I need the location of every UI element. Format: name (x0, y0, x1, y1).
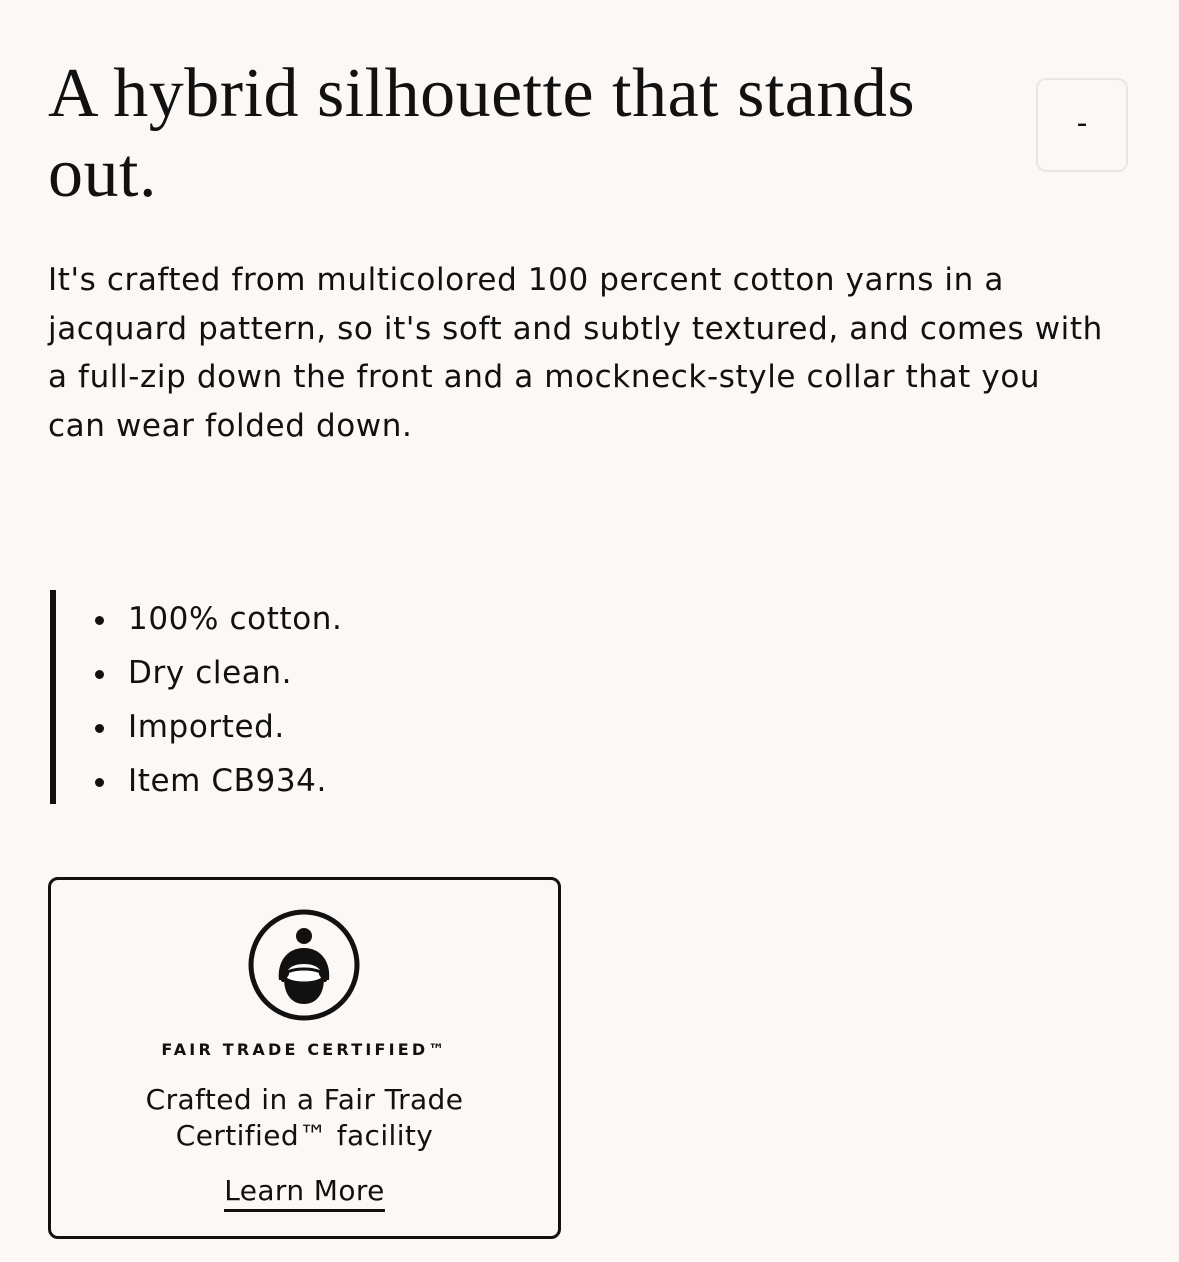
learn-more-container (51, 1174, 558, 1208)
spec-item (94, 646, 342, 700)
spec-item (94, 754, 342, 808)
bullet-icon (95, 778, 104, 787)
bullet-icon (95, 724, 104, 733)
collapse-button[interactable] (1036, 78, 1128, 172)
specs-list (56, 592, 342, 808)
spec-item (94, 700, 342, 754)
spec-text: 100% cotton. (128, 601, 343, 637)
learn-more-link[interactable]: Learn More (224, 1174, 385, 1212)
product-headline: A hybrid silhouette that stands out. (48, 55, 916, 212)
spec-item (94, 592, 342, 646)
spec-text: Dry clean. (128, 655, 293, 691)
fair-trade-card (48, 877, 561, 1239)
product-description: It's crafted from multicolored 100 percent cotton yarns in a jacquard pattern, so it's soft and subtly textured, and comes with a full-zip down the front and a mockneck-style collar that you can wear folded down. (48, 262, 1103, 444)
product-specs (50, 590, 342, 804)
fair-trade-title: FAIR TRADE CERTIFIED™ (161, 1040, 448, 1059)
minus-icon: - (1076, 106, 1088, 141)
bullet-icon (95, 616, 104, 625)
spec-text: Item CB934. (128, 763, 327, 799)
spec-text: Imported. (128, 709, 285, 745)
fair-trade-text: Crafted in a Fair Trade Certified™ facility (145, 1083, 464, 1152)
fair-trade-certified-logo-icon (247, 908, 361, 1022)
bullet-icon (95, 670, 104, 679)
